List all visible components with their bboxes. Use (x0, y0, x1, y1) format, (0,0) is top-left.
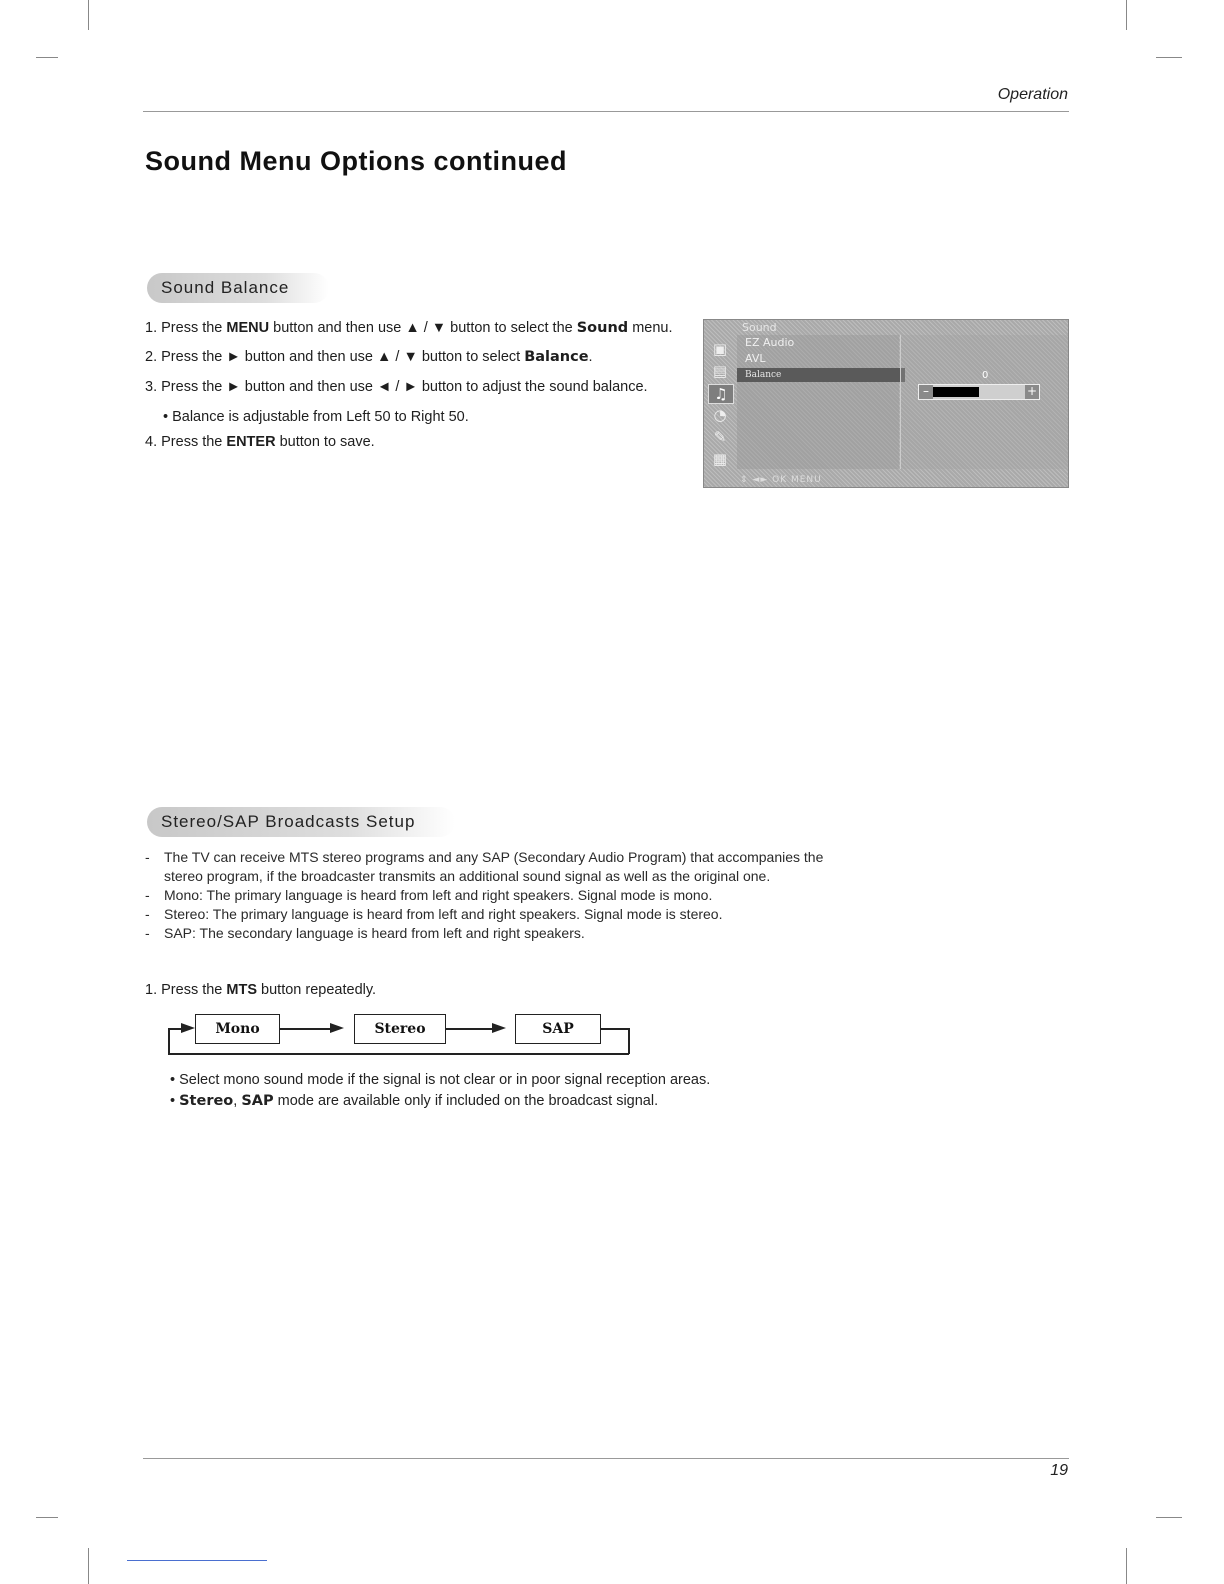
flow-arrow (492, 1023, 506, 1033)
flow-line (280, 1028, 332, 1030)
crop-mark (1126, 0, 1127, 30)
sound-menu-osd (703, 319, 1069, 488)
osd-item-balance: Balance (737, 368, 905, 382)
osd-plus: + (1026, 384, 1038, 398)
flow-line (168, 1053, 629, 1055)
crop-mark (1156, 57, 1182, 58)
osd-balance-fill (933, 387, 979, 397)
flow-arrow (181, 1023, 195, 1033)
crop-mark (1126, 1548, 1127, 1584)
crop-mark (36, 1517, 58, 1518)
osd-item-ez-audio: EZ Audio (745, 336, 795, 349)
osd-item-avl: AVL (745, 352, 766, 365)
crop-mark (88, 1548, 89, 1584)
flow-box-mono: Mono (195, 1014, 280, 1044)
stereo-sap-tip: • Stereo, SAP mode are available only if included on the broadcast signal. (170, 1093, 659, 1109)
stereo-sap-heading: Stereo/SAP Broadcasts Setup (147, 807, 455, 837)
sound-icon: ♫ (708, 384, 734, 404)
footer-link-underline (127, 1560, 267, 1561)
step-3: 3. Press the ► button and then use ◄ / ► button to adjust the sound balance. (145, 379, 648, 395)
flow-line (446, 1028, 494, 1030)
time-icon: ◔ (713, 406, 727, 424)
balance-note: • Balance is adjustable from Left 50 to Right 50. (163, 409, 469, 425)
crop-mark (1156, 1517, 1182, 1518)
picture-icon: ▣ (712, 340, 728, 358)
osd-nav-hint: ⇕ ◄► OK MENU (740, 475, 822, 485)
header-section-label: Operation (997, 86, 1068, 103)
footer-rule (143, 1458, 1069, 1459)
osd-menu-title: Sound (742, 321, 777, 334)
flow-line (168, 1028, 170, 1054)
mts-step-1: 1. Press the MTS button repeatedly. (145, 982, 377, 998)
osd-balance-value: 0 (982, 370, 989, 381)
screen-icon: ▤ (712, 362, 728, 380)
page-title: Sound Menu Options continued (145, 146, 567, 176)
flow-box-stereo: Stereo (354, 1014, 446, 1044)
flow-arrow (330, 1023, 344, 1033)
header-rule (143, 111, 1069, 112)
sound-balance-heading: Sound Balance (147, 273, 329, 303)
osd-value-panel (900, 335, 1069, 469)
step-1: 1. Press the MENU button and then use ▲ / ▼ button to select the Sound menu. (145, 320, 673, 336)
osd-icon-column (704, 336, 736, 468)
page-number: 19 (1050, 1462, 1068, 1479)
step-2: 2. Press the ► button and then use ▲ / ▼ button to select Balance. (145, 349, 593, 365)
crop-mark (88, 0, 89, 30)
step-4: 4. Press the ENTER button to save. (145, 434, 375, 450)
option-icon: ✎ (713, 428, 727, 446)
mono-tip: • Select mono sound mode if the signal is not clear or in poor signal reception areas. (170, 1072, 711, 1088)
lock-icon: ▦ (712, 450, 728, 468)
osd-minus: – (919, 385, 933, 399)
flow-box-sap: SAP (515, 1014, 601, 1044)
flow-line (628, 1028, 630, 1054)
osd-balance-slider (918, 384, 1040, 400)
flow-line (600, 1028, 629, 1030)
crop-mark (36, 57, 58, 58)
osd-menu-list (737, 335, 899, 469)
